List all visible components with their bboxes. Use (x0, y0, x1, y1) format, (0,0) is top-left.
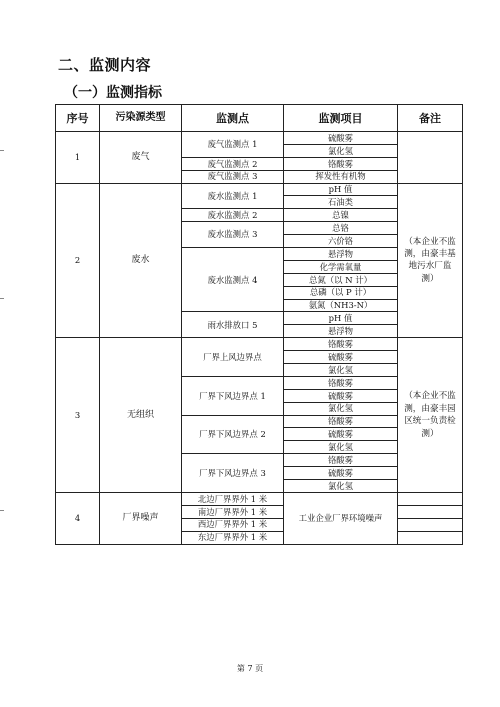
monitor-item: 氯化氢 (284, 441, 398, 454)
page-number: 第 7 页 (236, 664, 264, 673)
monitor-point: 废水监测点 2 (182, 209, 284, 222)
monitor-item: 氨氮（NH3-N） (284, 299, 398, 312)
monitor-item: 氯化氢 (284, 144, 398, 157)
header-source-type: 污染源类型 (100, 105, 182, 132)
header-monitor-item: 监测项目 (284, 105, 398, 132)
source-type: 废水 (100, 183, 182, 338)
monitoring-table (55, 104, 463, 545)
remark-cell (398, 492, 463, 505)
table-header-row (56, 105, 463, 132)
monitor-point: 西边厂界界外 1 米 (182, 518, 284, 531)
monitor-point: 厂界上风边界点 (182, 338, 284, 377)
header-monitor-point: 监测点 (182, 105, 284, 132)
source-type: 无组织 (100, 338, 182, 493)
monitor-item: 硫酸雾 (284, 428, 398, 441)
monitor-item: 氯化氢 (284, 364, 398, 377)
scan-mark (0, 150, 4, 151)
monitor-point: 废气监测点 3 (182, 170, 284, 183)
table-row (56, 338, 463, 351)
monitor-item: 硫酸雾 (284, 389, 398, 402)
scan-mark (0, 298, 4, 299)
remark-cell (398, 505, 463, 518)
monitor-item: 铬酸雾 (284, 454, 398, 467)
monitor-item: 硫酸雾 (284, 132, 398, 145)
table-row (56, 183, 463, 196)
monitor-item: 氯化氢 (284, 480, 398, 493)
header-no: 序号 (56, 105, 100, 132)
monitor-item: 铬酸雾 (284, 376, 398, 389)
row-number: 1 (56, 132, 100, 184)
monitor-point: 厂界下风边界点 2 (182, 415, 284, 454)
monitor-item: 铬酸雾 (284, 415, 398, 428)
monitor-item: 石油类 (284, 196, 398, 209)
monitor-point: 废水监测点 1 (182, 183, 284, 209)
monitor-point: 北边厂界界外 1 米 (182, 492, 284, 505)
monitor-point: 东边厂界界外 1 米 (182, 531, 284, 544)
monitor-item: 硫酸雾 (284, 351, 398, 364)
monitor-item: 六价铬 (284, 235, 398, 248)
monitor-point: 雨水排放口 5 (182, 312, 284, 338)
monitor-item: 悬浮物 (284, 248, 398, 261)
monitor-item: 氯化氢 (284, 402, 398, 415)
section-title: 二、监测内容 (58, 56, 152, 74)
row-number: 4 (56, 492, 100, 544)
row-number: 3 (56, 338, 100, 493)
scan-mark (0, 510, 4, 511)
row-number: 2 (56, 183, 100, 338)
table-body (56, 132, 463, 545)
monitor-point: 厂界下风边界点 3 (182, 454, 284, 493)
monitor-item: 总铬 (284, 222, 398, 235)
header-remark: 备注 (398, 105, 463, 132)
monitor-item: 总镍 (284, 209, 398, 222)
monitor-point: 厂界下风边界点 1 (182, 376, 284, 415)
remark: （本企业不监测，由豪丰园区统一负责检测） (398, 338, 463, 493)
remark-cell (398, 518, 463, 531)
source-type: 厂界噪声 (100, 492, 182, 544)
table-row (56, 132, 463, 145)
monitor-item: 悬浮物 (284, 325, 398, 338)
monitor-point: 废水监测点 4 (182, 248, 284, 312)
monitor-item: 总磷（以 P 计） (284, 286, 398, 299)
monitor-item: pH 值 (284, 183, 398, 196)
monitor-item: 挥发性有机物 (284, 170, 398, 183)
monitor-item: 工业企业厂界环境噪声 (284, 492, 398, 544)
source-type: 废气 (100, 132, 182, 184)
remark: （本企业不监测，由豪丰基地污水厂监测） (398, 183, 463, 338)
monitor-item: pH 值 (284, 312, 398, 325)
monitor-item: 总氮（以 N 计） (284, 273, 398, 286)
monitor-item: 硫酸雾 (284, 467, 398, 480)
monitor-point: 南边厂界界外 1 米 (182, 505, 284, 518)
monitor-item: 化学需氧量 (284, 260, 398, 273)
monitor-point: 废气监测点 1 (182, 132, 284, 158)
monitor-item: 铬酸雾 (284, 338, 398, 351)
remark-cell (398, 531, 463, 544)
monitor-point: 废水监测点 3 (182, 222, 284, 248)
monitor-point: 废气监测点 2 (182, 157, 284, 170)
remark (398, 132, 463, 184)
monitor-item: 铬酸雾 (284, 157, 398, 170)
subsection-title: （一）监测指标 (64, 85, 162, 101)
table-row (56, 492, 463, 505)
